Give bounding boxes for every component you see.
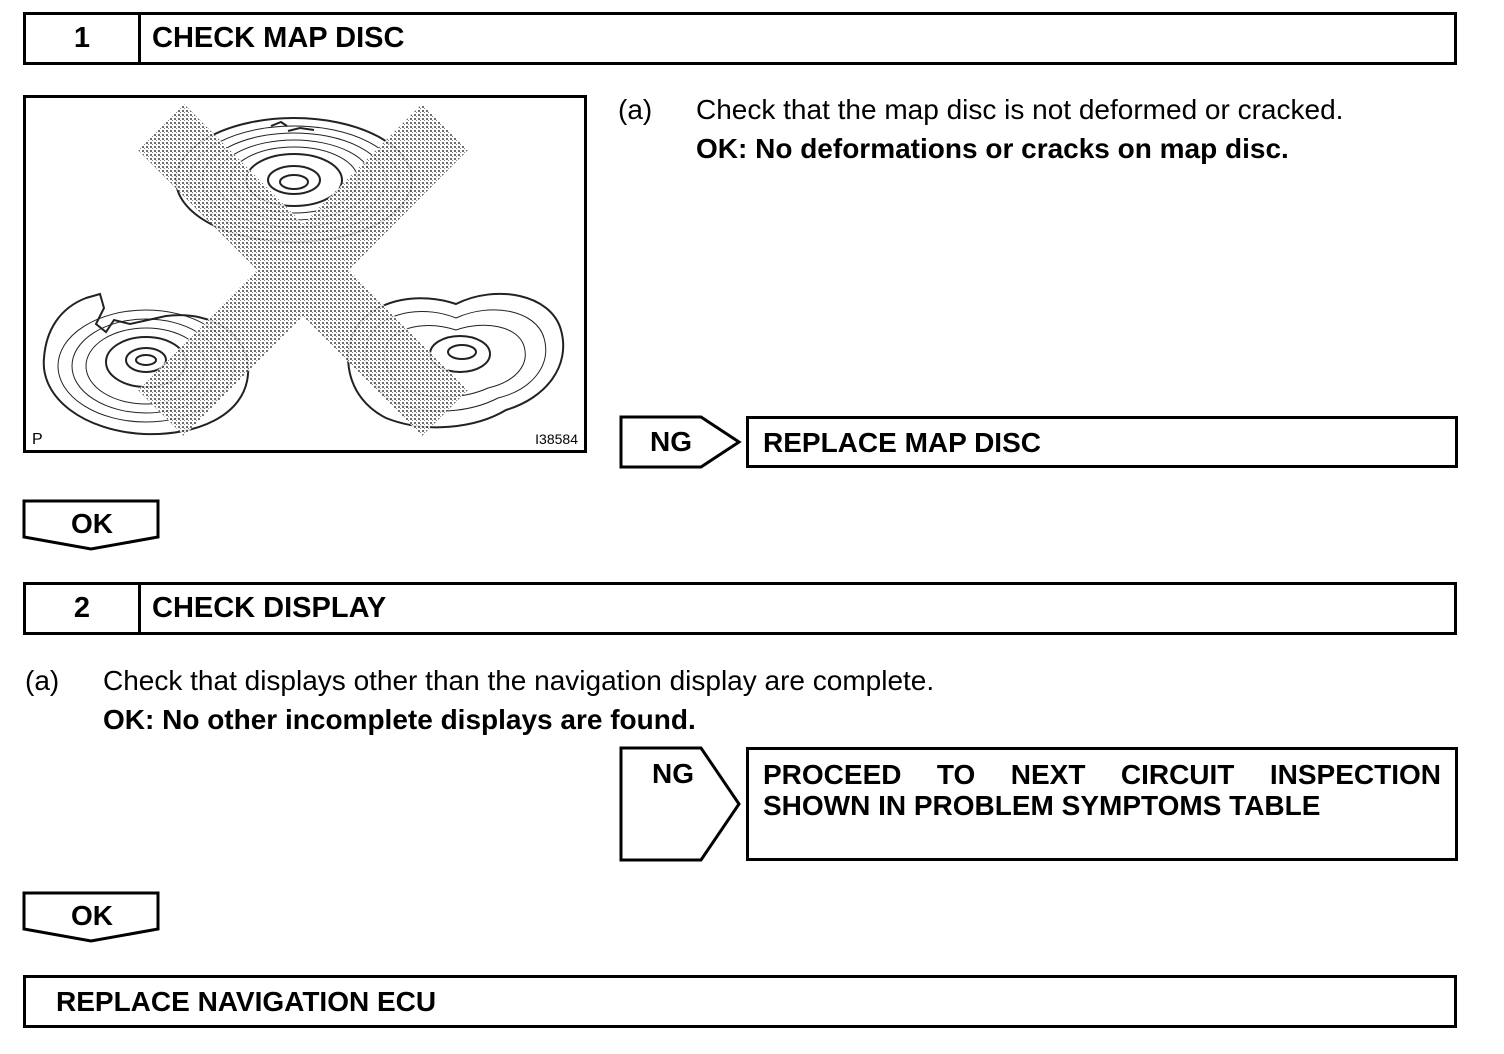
step-title: CHECK MAP DISC (152, 22, 405, 54)
ng-action-box (746, 416, 1458, 468)
map-disc-figure (23, 95, 587, 453)
damaged-disc-illustration (26, 98, 584, 450)
ng-action-line-1 (763, 759, 1441, 790)
ng-label: NG (650, 426, 692, 457)
ng-action-text: REPLACE MAP DISC (763, 426, 1041, 458)
final-action-box (23, 975, 1457, 1028)
ok-criteria: OK: No deformations or cracks on map disc. (696, 133, 1289, 164)
final-action-text: REPLACE NAVIGATION ECU (56, 985, 437, 1017)
step-1-header (23, 12, 1457, 65)
step-number: 2 (26, 585, 141, 632)
step-2-header (23, 582, 1457, 635)
ok-label: OK (71, 900, 113, 931)
ng-action-text: PROCEED TO NEXT CIRCUIT INSPECTION (763, 759, 1441, 790)
ng-label: NG (652, 758, 694, 789)
figure-id-label: I38584 (535, 431, 578, 447)
instruction-text: Check that displays other than the navigation display are complete. (103, 665, 935, 696)
figure-corner-label: P (32, 431, 43, 448)
item-marker: (a) (25, 665, 60, 696)
ok-criteria: OK: No other incomplete displays are found. (103, 704, 696, 735)
step-number: 1 (26, 15, 141, 62)
ok-label: OK (71, 508, 113, 539)
instruction-text: Check that the map disc is not deformed or cracked. (696, 94, 1344, 125)
ng-action-text: SHOWN IN PROBLEM SYMPTOMS TABLE (763, 790, 1321, 821)
ng-action-box (746, 747, 1458, 861)
step-title: CHECK DISPLAY (152, 592, 387, 624)
item-marker: (a) (618, 94, 653, 125)
